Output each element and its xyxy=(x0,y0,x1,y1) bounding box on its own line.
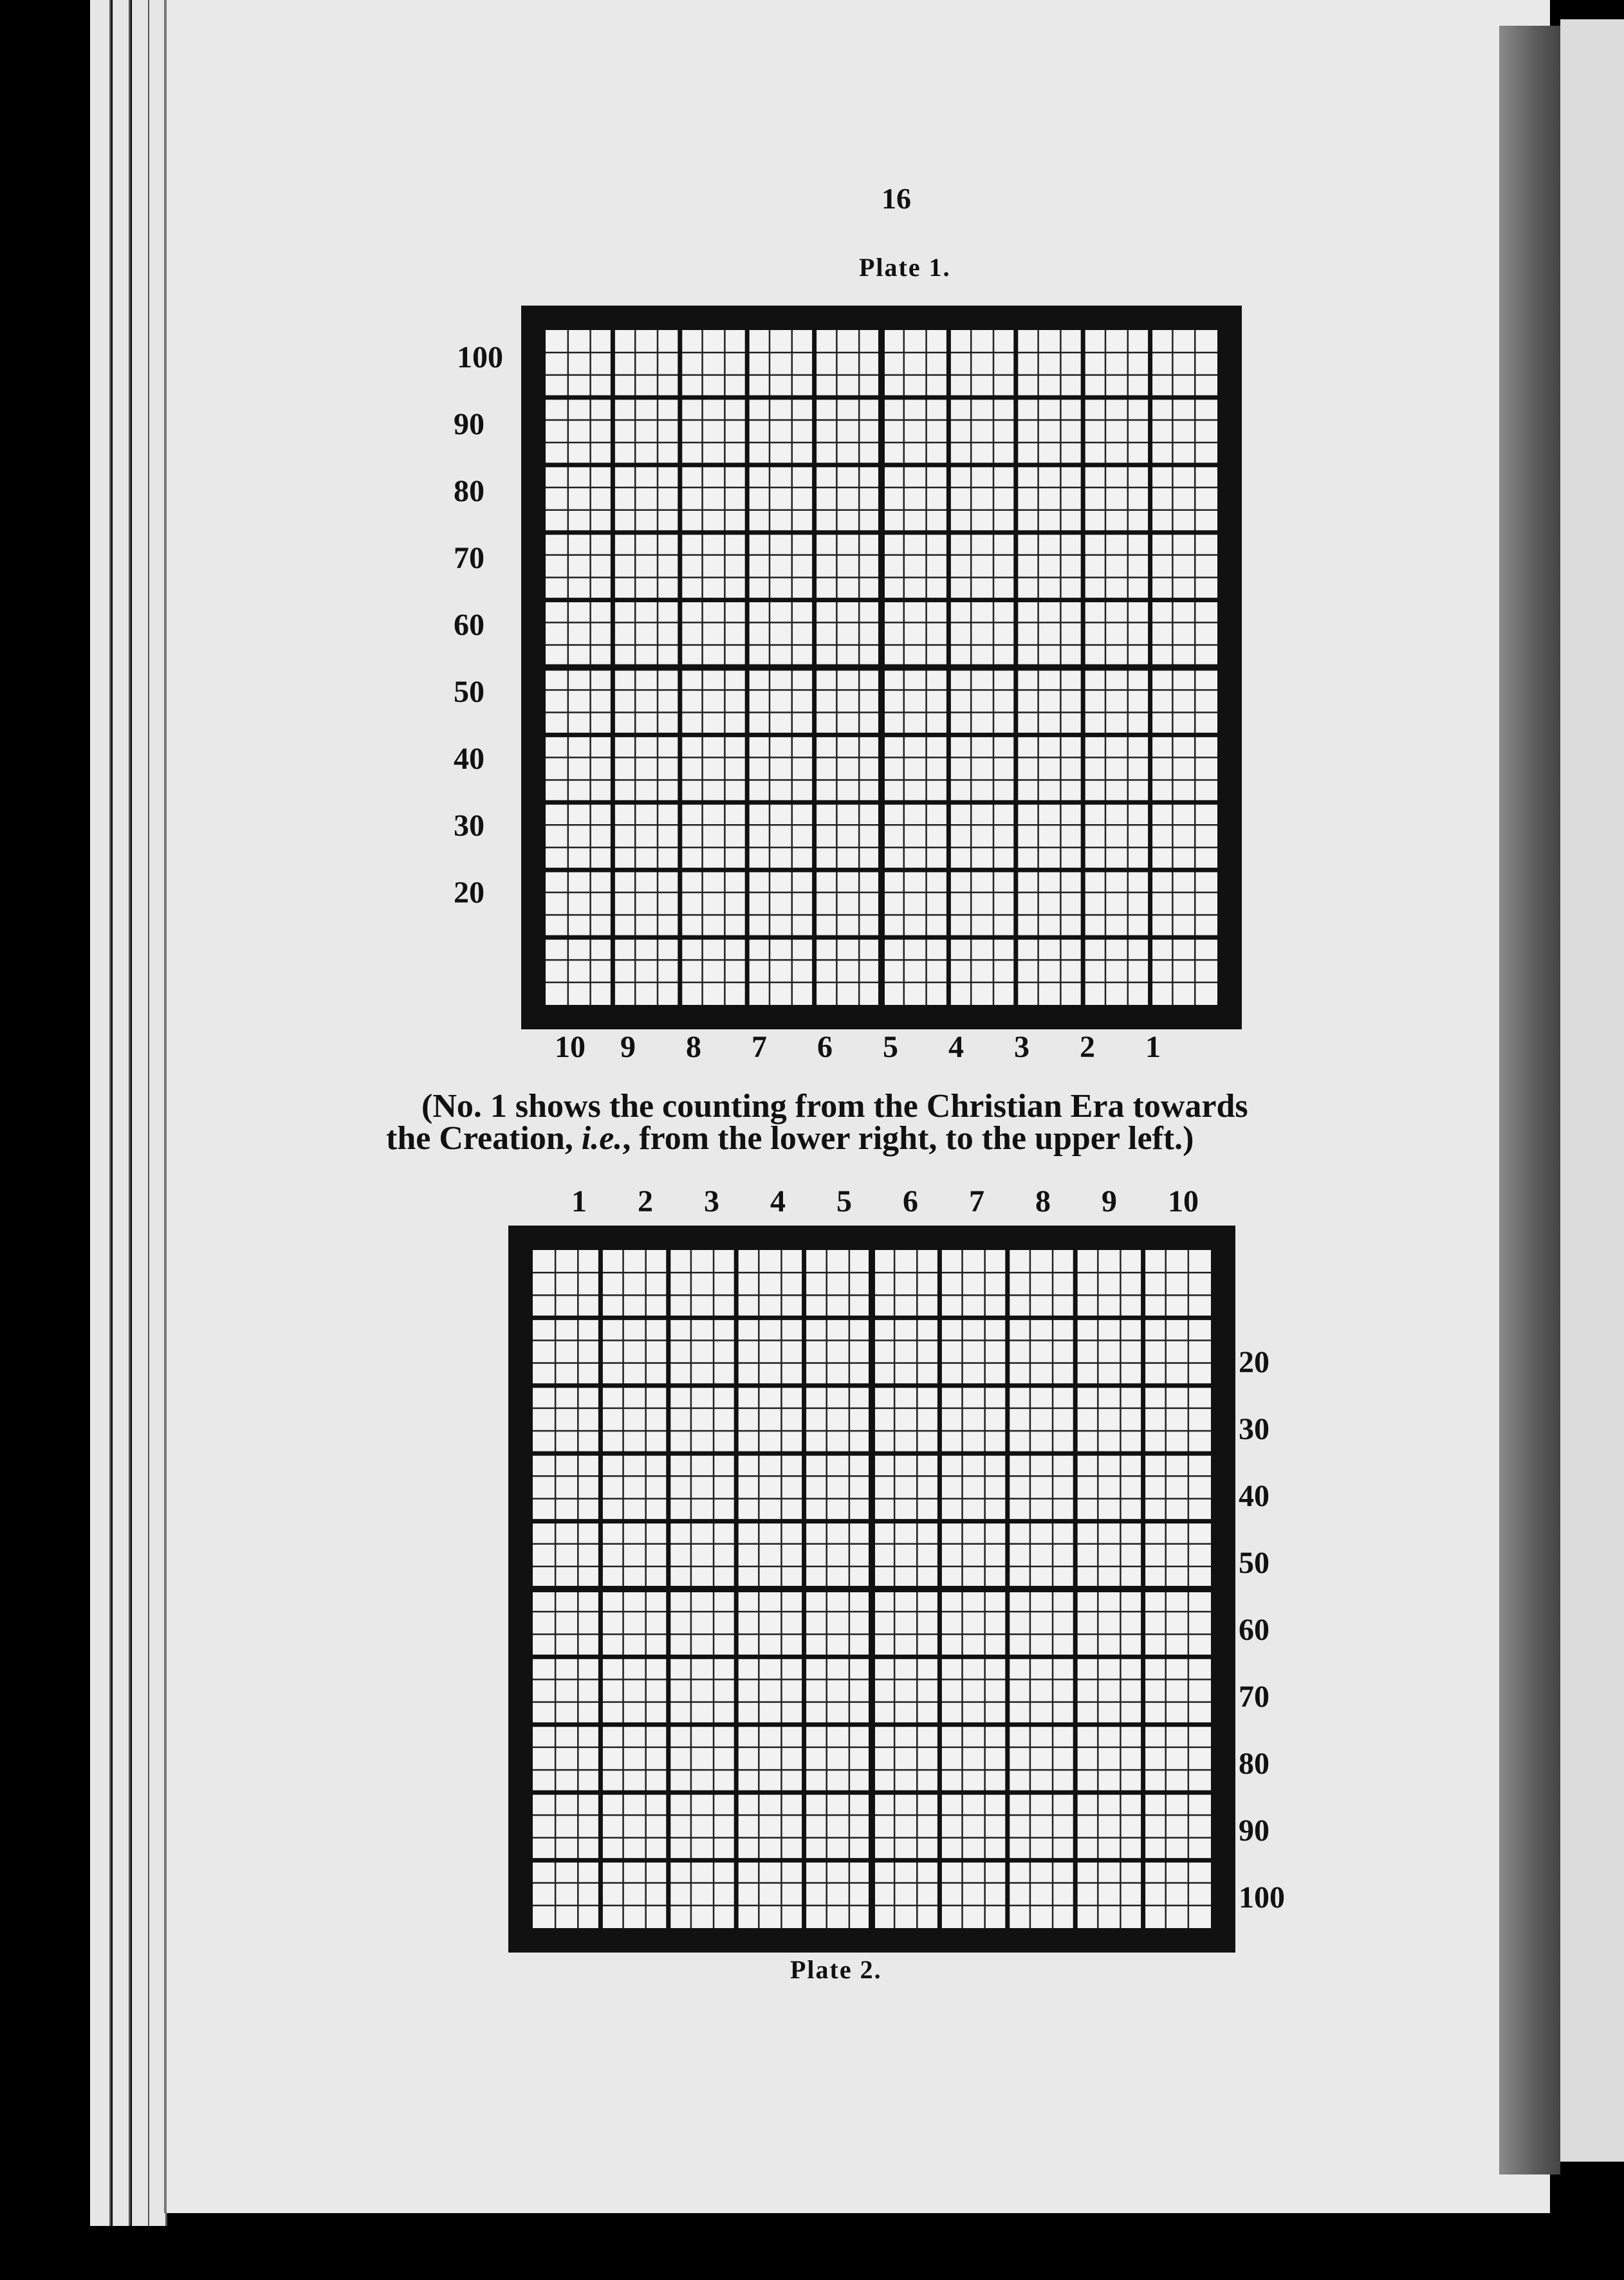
plate-2-top-label: 8 xyxy=(1035,1184,1051,1218)
plate-2-right-label: 70 xyxy=(1239,1680,1269,1714)
facing-page-edge xyxy=(1560,19,1624,2162)
plate-1-left-label: 30 xyxy=(454,809,484,843)
plate-1-bottom-label: 10 xyxy=(555,1030,586,1064)
caption-line-2-start: the Creation, xyxy=(386,1120,582,1157)
plate-1-title: Plate 1. xyxy=(859,253,951,282)
plate-1-bottom-label: 1 xyxy=(1145,1030,1161,1064)
plate-1-left-label: 20 xyxy=(454,876,484,910)
plate-1-left-label: 60 xyxy=(454,608,484,642)
plate-2-top-label: 4 xyxy=(770,1184,786,1218)
plate-1-left-label: 80 xyxy=(454,474,484,508)
plate-1-left-label: 40 xyxy=(454,742,484,776)
plate-2-right-label: 100 xyxy=(1239,1880,1285,1915)
plate-1-bottom-label: 5 xyxy=(883,1030,898,1064)
page-stack-edge xyxy=(113,0,131,2226)
plate-1-bottom-label: 3 xyxy=(1014,1030,1029,1064)
plate-2-right-label: 80 xyxy=(1239,1747,1269,1781)
plate-1-bottom-label: 9 xyxy=(620,1030,636,1064)
page-number: 16 xyxy=(881,182,911,215)
plate-2-top-label: 7 xyxy=(969,1184,984,1218)
plate-2-right-label: 20 xyxy=(1239,1345,1269,1379)
plate-1-bottom-label: 7 xyxy=(752,1030,767,1064)
plate-2-right-label: 40 xyxy=(1239,1479,1269,1513)
plate-2-grid xyxy=(508,1226,1235,1953)
plate-2-title: Plate 2. xyxy=(790,1955,882,1984)
plate-1-left-label: 70 xyxy=(454,541,484,575)
plate-2-right-label: 30 xyxy=(1239,1412,1269,1446)
caption-italic-ie: i.e. xyxy=(581,1120,623,1157)
plate-2-top-label: 1 xyxy=(571,1184,587,1218)
page-stack-edge xyxy=(90,0,111,2226)
caption-line-2 xyxy=(386,1119,1194,1157)
plate-1-bottom-label: 4 xyxy=(948,1030,964,1064)
page-gutter-shadow xyxy=(1499,26,1560,2174)
page-stack-edge xyxy=(132,0,150,2226)
plate-2-right-label: 50 xyxy=(1239,1546,1269,1580)
plate-2-top-label: 5 xyxy=(836,1184,852,1218)
plate-1-grid xyxy=(521,306,1242,1029)
caption-line-1: (No. 1 shows the counting from the Christian Era towards xyxy=(421,1088,1248,1125)
plate-2-top-label: 2 xyxy=(638,1184,653,1218)
plate-1-left-label: 90 xyxy=(454,407,484,441)
plate-2-right-label: 60 xyxy=(1239,1613,1269,1647)
plate-2-right-label: 90 xyxy=(1239,1814,1269,1848)
plate-2-top-label: 10 xyxy=(1168,1184,1199,1218)
plate-1-left-label: 100 xyxy=(457,340,503,374)
plate-1-bottom-label: 2 xyxy=(1080,1030,1095,1064)
plate-1-bottom-label: 8 xyxy=(686,1030,701,1064)
plate-2-top-label: 6 xyxy=(903,1184,918,1218)
caption-line-2-end: , from the lower right, to the upper left.) xyxy=(622,1120,1194,1157)
plate-1-bottom-label: 6 xyxy=(817,1030,833,1064)
plate-1-left-label: 50 xyxy=(454,675,484,709)
plate-2-top-label: 3 xyxy=(704,1184,719,1218)
plate-2-top-label: 9 xyxy=(1102,1184,1117,1218)
